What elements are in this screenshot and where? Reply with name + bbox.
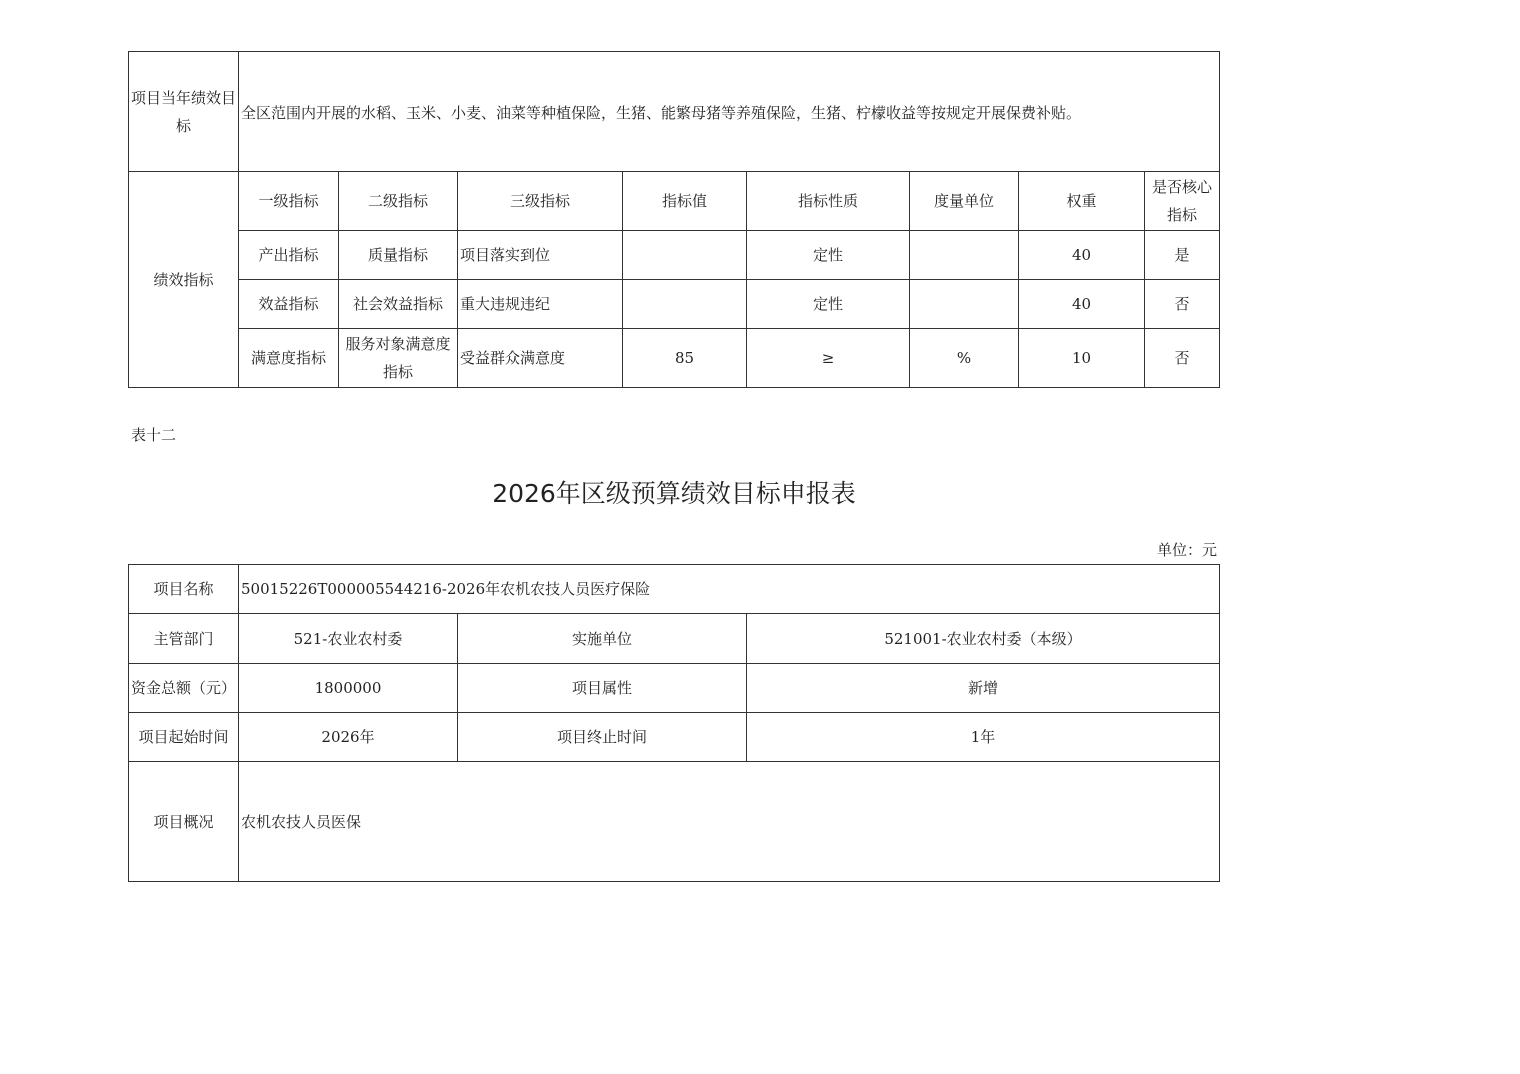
table-cell: 是: [1145, 231, 1220, 280]
table-cell: 重大违规违纪: [458, 280, 623, 329]
unit-label: 单位：元: [1156, 541, 1217, 559]
table-cell: %: [910, 329, 1019, 388]
kpi-header-row: [129, 172, 1220, 231]
implementing-unit-label: 实施单位: [458, 614, 747, 664]
table-row: [129, 280, 1220, 329]
performance-goal-table: [128, 51, 1220, 388]
overview-label: 项目概况: [129, 762, 239, 882]
table-cell: ≥: [747, 329, 910, 388]
table-cell: 受益群众满意度: [458, 329, 623, 388]
table-cell: 否: [1145, 329, 1220, 388]
table-cell: 社会效益指标: [339, 280, 458, 329]
page-title: 2026年区级预算绩效目标申报表: [492, 479, 856, 508]
project-name-value: 50015226T000005544216-2026年农机农技人员医疗保险: [239, 565, 1220, 614]
project-name-label: 项目名称: [129, 565, 239, 614]
table-cell: [910, 231, 1019, 280]
table-cell: 40: [1019, 280, 1145, 329]
end-time-label: 项目终止时间: [458, 713, 747, 762]
start-time-label: 项目起始时间: [129, 713, 239, 762]
goal-text: 全区范围内开展的水稻、玉米、小麦、油菜等种植保险，生猪、能繁母猪等养殖保险，生猪、柠檬收益等按规定开展保费补贴。: [239, 52, 1220, 172]
table-cell: 85: [623, 329, 747, 388]
table-cell: [910, 280, 1019, 329]
fund-total-label: 资金总额（元）: [129, 664, 239, 713]
department-row: [129, 614, 1220, 664]
table-number: 表十二: [131, 426, 177, 444]
table-cell: 质量指标: [339, 231, 458, 280]
header-cell: 三级指标: [458, 172, 623, 231]
start-time-value: 2026年: [239, 713, 458, 762]
overview-value: 农机农技人员医保: [239, 762, 1220, 882]
table-cell: [623, 231, 747, 280]
time-row: [129, 713, 1220, 762]
department-value: 521-农业农村委: [239, 614, 458, 664]
project-info-table: [128, 564, 1220, 882]
header-cell: 度量单位: [910, 172, 1019, 231]
header-cell: 权重: [1019, 172, 1145, 231]
goal-row: [129, 52, 1220, 172]
implementing-unit-value: 521001-农业农村委（本级）: [747, 614, 1220, 664]
kpi-label: 绩效指标: [129, 172, 239, 388]
header-cell: 指标值: [623, 172, 747, 231]
table-cell: 否: [1145, 280, 1220, 329]
table-cell: 10: [1019, 329, 1145, 388]
table-cell: 40: [1019, 231, 1145, 280]
table-cell: 产出指标: [239, 231, 339, 280]
header-cell: 是否核心指标: [1145, 172, 1220, 231]
table-cell: 服务对象满意度指标: [339, 329, 458, 388]
header-cell: 一级指标: [239, 172, 339, 231]
table-cell: 项目落实到位: [458, 231, 623, 280]
table-row: [129, 329, 1220, 388]
table-cell: [623, 280, 747, 329]
table-cell: 定性: [747, 231, 910, 280]
end-time-value: 1年: [747, 713, 1220, 762]
header-cell: 指标性质: [747, 172, 910, 231]
table-cell: 定性: [747, 280, 910, 329]
fund-row: [129, 664, 1220, 713]
table-cell: 满意度指标: [239, 329, 339, 388]
header-cell: 二级指标: [339, 172, 458, 231]
table-row: [129, 231, 1220, 280]
project-attribute-label: 项目属性: [458, 664, 747, 713]
department-label: 主管部门: [129, 614, 239, 664]
goal-label: 项目当年绩效目标: [129, 52, 239, 172]
project-name-row: [129, 565, 1220, 614]
table-cell: 效益指标: [239, 280, 339, 329]
fund-total-value: 1800000: [239, 664, 458, 713]
project-attribute-value: 新增: [747, 664, 1220, 713]
overview-row: [129, 762, 1220, 882]
